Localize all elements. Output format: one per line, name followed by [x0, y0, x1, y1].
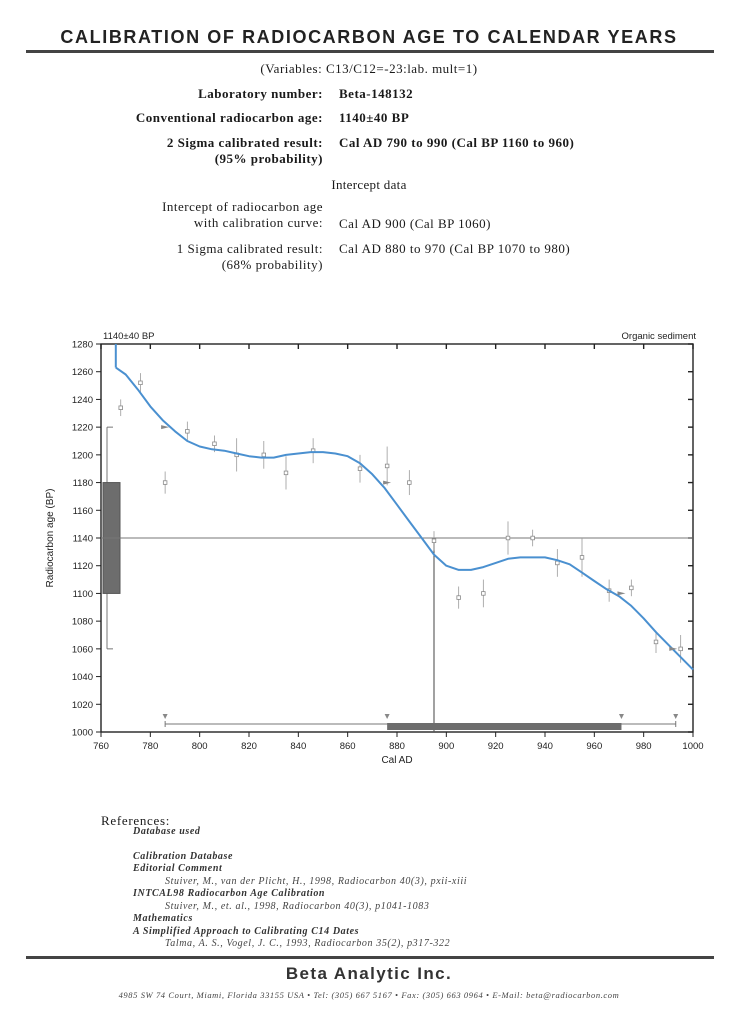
y-tick-label: 1180 — [72, 478, 93, 490]
data-point — [119, 406, 123, 410]
data-point — [186, 430, 190, 434]
sigma1-label-line1: 1 Sigma calibrated result: — [176, 241, 323, 256]
intercept-label-line2: with calibration curve: — [193, 215, 323, 230]
x-tick-label: 780 — [142, 741, 159, 752]
y-tick-label: 1160 — [72, 505, 93, 517]
y-tick-label: 1220 — [71, 422, 93, 434]
x-tick-label: 920 — [487, 741, 504, 752]
chart-title-left: 1140±40 BP — [103, 331, 155, 342]
conv-age-value: 1140±40 BP — [339, 110, 410, 125]
x-tick-label: 980 — [635, 741, 652, 752]
data-point — [556, 561, 560, 565]
one-sigma-range-bar — [387, 723, 621, 730]
data-point — [457, 596, 461, 600]
sigma1-label — [177, 241, 323, 273]
x-tick-label: 760 — [93, 741, 109, 752]
sigma2-value: Cal AD 790 to 990 (Cal BP 1160 to 960) — [339, 135, 575, 150]
conv-age-label: Conventional radiocarbon age: — [135, 110, 323, 125]
data-point — [654, 640, 658, 644]
y-tick-label: 1020 — [71, 699, 93, 711]
lab-number-label: Laboratory number: — [198, 86, 323, 101]
y-tick-label: 1200 — [71, 450, 93, 462]
reference-heading: Editorial Comment — [133, 863, 223, 874]
chart-title-right: Organic sediment — [621, 331, 696, 342]
x-tick-label: 960 — [586, 741, 603, 752]
reference-heading: INTCAL98 Radiocarbon Age Calibration — [133, 888, 326, 899]
sigma1-value: Cal AD 880 to 970 (Cal BP 1070 to 980) — [339, 241, 571, 256]
y-tick-label: 1120 — [72, 561, 93, 573]
data-point — [432, 539, 436, 543]
range-marker — [673, 714, 678, 719]
intercept-value: Cal AD 900 (Cal BP 1060) — [339, 216, 491, 231]
intercept-label — [162, 199, 323, 231]
data-point — [531, 536, 535, 540]
references-heading: References: — [101, 813, 171, 828]
reference-citation: Stuiver, M., van der Plicht, H., 1998, Radiocarbon 40(3), pxii-xiii — [165, 876, 468, 887]
calibration-chart — [0, 320, 738, 770]
reference-citation: Stuiver, M., et. al., 1998, Radiocarbon 40(3), p1041-1083 — [165, 901, 430, 912]
x-tick-label: 840 — [290, 741, 307, 752]
data-point — [385, 464, 389, 468]
x-tick-label: 860 — [339, 741, 356, 752]
intercept-label-line1: Intercept of radiocarbon age — [162, 199, 323, 214]
company-address: 4985 SW 74 Court, Miami, Florida 33155 USA • Tel: (305) 667 5167 • Fax: (305) 663 0964 • E-Mail: beta@radiocarbon.com — [118, 990, 620, 1000]
reference-heading: Mathematics — [133, 913, 193, 924]
x-tick-label: 1000 — [682, 741, 704, 752]
y-axis-label: Radiocarbon age (BP) — [45, 488, 56, 588]
sigma2-label-line1: 2 Sigma calibrated result: — [166, 135, 323, 150]
x-tick-label: 900 — [438, 741, 455, 752]
calibration-curve — [116, 368, 693, 670]
x-tick-label: 880 — [389, 741, 405, 752]
range-marker — [163, 714, 168, 719]
y-tick-label: 1140 — [72, 533, 93, 545]
curve-marker — [617, 591, 625, 595]
y-tick-label: 1040 — [71, 672, 93, 684]
sigma2-label — [167, 135, 323, 167]
x-tick-label: 940 — [537, 741, 553, 752]
variables-line: (Variables: C13/C12=-23:lab. mult=1) — [260, 61, 478, 76]
data-point — [506, 536, 510, 540]
sigma1-label-line2: (68% probability) — [221, 257, 323, 272]
reference-heading: A Simplified Approach to Calibrating C14 Dates — [133, 926, 360, 937]
reference-heading: Calibration Database — [133, 851, 234, 862]
footer-rule — [26, 956, 714, 959]
y-tick-label: 1280 — [71, 339, 93, 351]
lab-number-value: Beta-148132 — [339, 86, 414, 101]
reference-heading: Database used — [133, 826, 201, 837]
y-tick-label: 1000 — [71, 727, 93, 739]
data-point — [139, 381, 143, 385]
company-name: Beta Analytic Inc. — [285, 964, 453, 983]
intercept-heading: Intercept data — [331, 177, 407, 192]
reference-citation: Talma, A. S., Vogel, J. C., 1993, Radiocarbon 35(2), p317-322 — [165, 938, 451, 949]
y-tick-label: 1100 — [72, 588, 93, 600]
sigma2-label-line2: (95% probability) — [214, 151, 323, 166]
data-point — [482, 592, 486, 596]
x-axis-label: Cal AD — [381, 755, 413, 766]
data-point — [580, 556, 584, 560]
data-point — [358, 467, 362, 471]
data-point — [408, 481, 412, 485]
y-tick-label: 1240 — [71, 394, 93, 406]
x-tick-label: 820 — [241, 741, 257, 752]
data-point — [679, 647, 683, 651]
data-point — [284, 471, 288, 475]
data-point — [213, 442, 217, 446]
y-tick-label: 1080 — [71, 616, 93, 628]
header-rule — [26, 50, 714, 53]
data-point — [630, 586, 634, 590]
page-title: CALIBRATION OF RADIOCARBON AGE TO CALENDAR YEARS — [60, 27, 678, 47]
y-tick-label: 1060 — [71, 644, 93, 656]
range-marker — [385, 714, 390, 719]
x-tick-label: 800 — [191, 741, 208, 752]
range-marker — [619, 714, 624, 719]
y-tick-label: 1260 — [71, 367, 93, 379]
data-point — [262, 453, 266, 457]
data-point — [163, 481, 167, 485]
